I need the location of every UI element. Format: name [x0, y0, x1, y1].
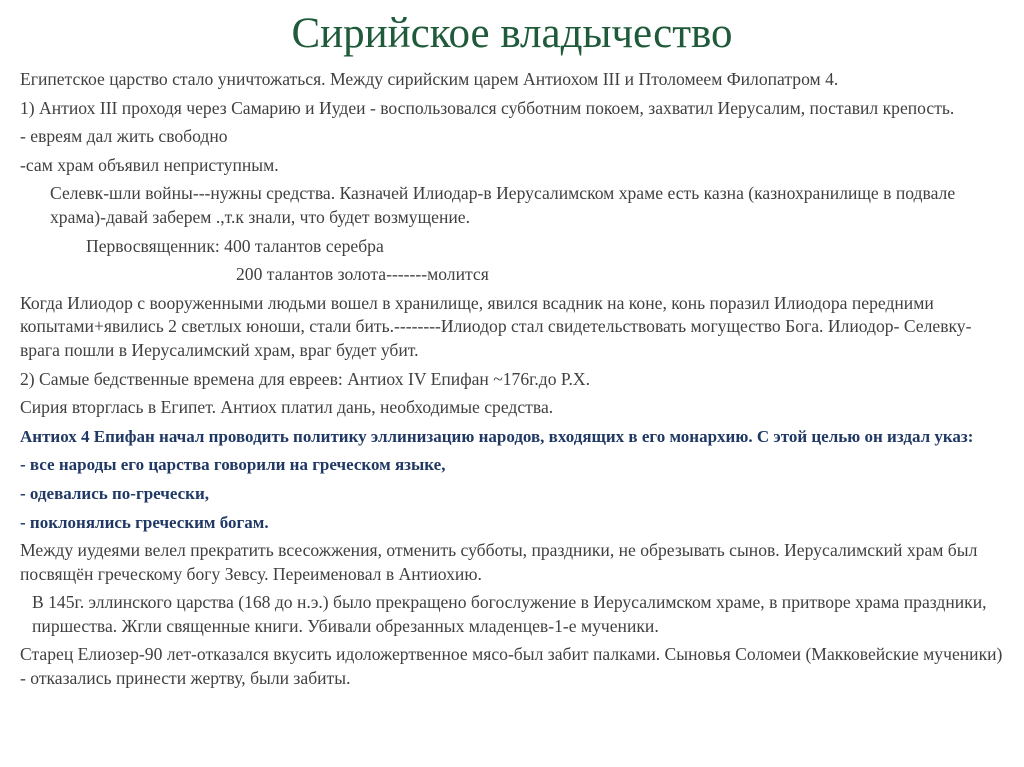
bullet-greek-dress: - одевались по-гречески,	[20, 483, 209, 503]
line-gold-prays: 200 талантов золота-------молится	[236, 264, 489, 285]
bullet-free-living: - евреям дал жить свободно	[20, 126, 228, 147]
paragraph-syria-egypt: Сирия вторглась в Египет. Антиох платил дань, необходимые средства.	[20, 397, 554, 418]
slide-title: Сирийское владычество	[291, 10, 733, 57]
paragraph-prohibitions: Между иудеями велел прекратить всесожжения, отменить субботы, праздники, не обрезывать сынов. Иерусалимский храм был посвящён греческому богу Зевсу. Переименовал в Антиохию.	[20, 540, 978, 584]
paragraph-antiochus-iv: 2) Самые бедственные времена для евреев: Антиох IV Епифан ~176г.до Р.Х.	[20, 368, 590, 389]
paragraph-seleucus-treasury: Селевк-шли войны---нужны средства. Казначей Илиодар-в Иерусалимском храме есть казна (казнохранилище в подвале храма)-давай заберем .,т.к знали, что будет возмущение.	[50, 183, 956, 227]
bullet-temple-impregnable: -сам храм объявил неприступным.	[20, 154, 279, 175]
paragraph-eleazar-maccabees: Старец Елиозер-90 лет-отказался вкусить идоложертвенное мясо-был забит палками. Сыновья Соломеи (Макковейские мученики) - отказались принести жертву, были забиты.	[20, 644, 1003, 689]
paragraph-heliodorus: Когда Илиодор с вооруженными людьми вошел в хранилище, явился всадник на коне, конь поразил Илиодора передними копытами+явились 2 светлых юноши, стали бить.--------Илиодор стал свидетельствовать могущество Бога. Илиодор- Селевку-врага пошли в Иерусалимский храм, враг будет убит.	[20, 292, 972, 360]
bullet-greek-language: - все народы его царства говорили на греческом языке,	[20, 455, 446, 475]
paragraph-intro: Египетское царство стало уничтожаться. Между сирийским царем Антиохом III и Птоломеем Филопатром 4.	[20, 69, 839, 89]
line-high-priest-silver: Первосвященник: 400 талантов серебра	[86, 235, 384, 256]
bullet-greek-gods: - поклонялись греческим богам.	[20, 512, 269, 532]
paragraph-hellenization-decree: Антиох 4 Епифан начал проводить политику эллинизацию народов, входящих в его монархию. С этой целью он издал указ:	[20, 426, 974, 446]
paragraph-antiochus-iii: 1) Антиох III проходя через Самарию и Иудеи - воспользовался субботним покоем, захватил Иерусалим, поставил крепость.	[20, 97, 955, 118]
slide-body	[20, 68, 1010, 696]
paragraph-year-145: В 145г. эллинского царства (168 до н.э.) было прекращено богослужение в Иерусалимском храме, в притворе храма праздники, пиршества. Жгли священные книги. Убивали обрезанных младенцев-1-е мученики.	[32, 592, 987, 636]
